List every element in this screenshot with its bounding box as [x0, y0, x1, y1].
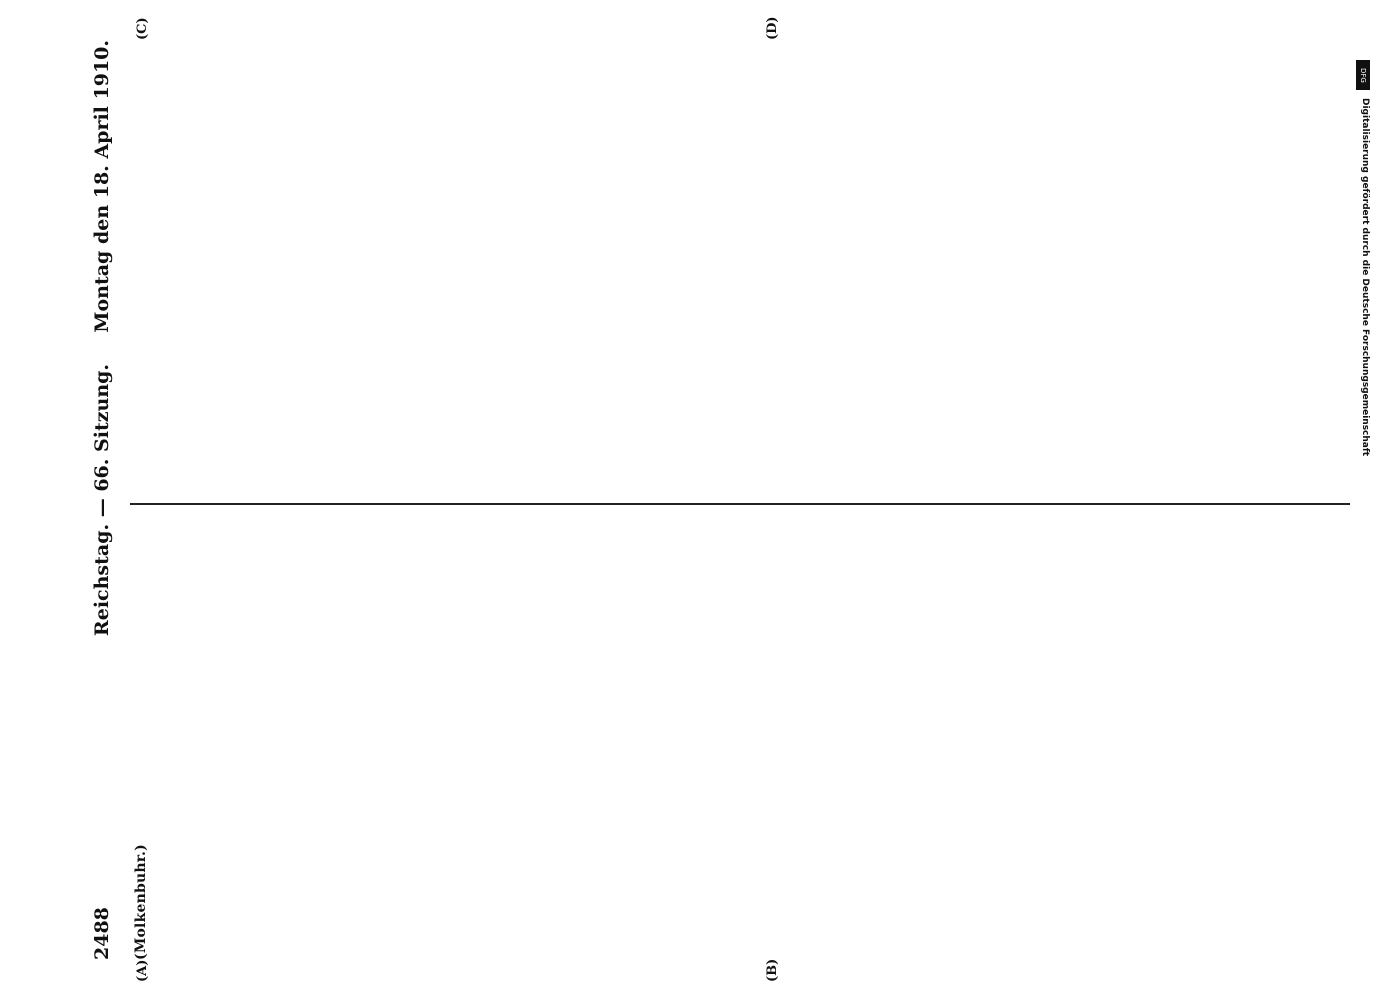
- margin-marker-d: (D): [765, 16, 780, 40]
- left-column-line: [313, 520, 329, 960]
- right-column-line: [1088, 50, 1104, 490]
- left-text-column: [133, 520, 1343, 960]
- right-column-line: [392, 50, 408, 490]
- right-column-line: [327, 50, 343, 490]
- dfg-logo: DFG: [1356, 60, 1370, 90]
- right-column-line: [1072, 50, 1088, 490]
- left-column-line: [993, 520, 1009, 960]
- left-column-line: [297, 520, 313, 960]
- right-column-line: [1120, 50, 1136, 490]
- left-column-line: [1219, 520, 1235, 960]
- right-column-line: [408, 50, 424, 490]
- right-column-line: [522, 50, 538, 490]
- left-column-line: [701, 520, 717, 960]
- right-column-line: [133, 50, 149, 490]
- left-column-line: [1236, 520, 1252, 960]
- right-column-line: [1185, 50, 1201, 490]
- left-column-line: [167, 520, 183, 960]
- right-column-line: [554, 50, 570, 490]
- left-column-line: [507, 520, 523, 960]
- right-column-line: [845, 50, 861, 490]
- right-column-line: [489, 50, 505, 490]
- left-column-line: [977, 520, 993, 960]
- right-column-line: [279, 50, 295, 490]
- right-column-line: [781, 50, 797, 490]
- right-column-line: [602, 50, 618, 490]
- session-title: Reichstag. — 66. Sitzung.: [91, 363, 113, 637]
- credit-text: Digitalisierung gefördert durch die Deutsche Forschungsgemeinschaft: [1360, 98, 1370, 457]
- left-column-line: [442, 520, 458, 960]
- right-column-line: [360, 50, 376, 490]
- right-column-line: [198, 50, 214, 490]
- left-column-line: [912, 520, 928, 960]
- right-column-line: [295, 50, 311, 490]
- left-column-line: [1252, 520, 1268, 960]
- left-column-line: [1074, 520, 1090, 960]
- column-divider: [130, 503, 1350, 505]
- right-column-line: [716, 50, 732, 490]
- right-column-line: [441, 50, 457, 490]
- left-column-line: [879, 520, 895, 960]
- right-column-line: [635, 50, 651, 490]
- right-column-line: [700, 50, 716, 490]
- left-column-lines: [151, 520, 1343, 960]
- right-column-line: [586, 50, 602, 490]
- right-column-line: [505, 50, 521, 490]
- left-column-line: [1317, 520, 1333, 960]
- left-column-line: [1333, 520, 1343, 960]
- right-column-line: [1234, 50, 1250, 490]
- right-text-column: [133, 50, 1343, 490]
- right-column-line: [1315, 50, 1331, 490]
- left-column-line: [426, 520, 442, 960]
- left-column-line: [491, 520, 507, 960]
- right-column-line: [182, 50, 198, 490]
- right-column-line: [214, 50, 230, 490]
- left-column-line: [1203, 520, 1219, 960]
- right-column-line: [1250, 50, 1266, 490]
- left-column-line: [685, 520, 701, 960]
- left-column-line: [815, 520, 831, 960]
- right-column-lines: [133, 50, 1331, 490]
- right-column-line: [975, 50, 991, 490]
- right-column-line: [246, 50, 262, 490]
- right-column-line: [424, 50, 440, 490]
- left-column-line: [1090, 520, 1106, 960]
- left-column-line: [216, 520, 232, 960]
- right-column-line: [667, 50, 683, 490]
- left-column-line: [361, 520, 377, 960]
- page-header: [85, 40, 125, 960]
- left-column-line: [928, 520, 944, 960]
- left-column-line: [1009, 520, 1025, 960]
- left-column-line: [782, 520, 798, 960]
- right-column-line: [683, 50, 699, 490]
- left-column-line: [1041, 520, 1057, 960]
- left-column-line: [604, 520, 620, 960]
- left-column-line: [847, 520, 863, 960]
- left-column-line: [1058, 520, 1074, 960]
- digitization-credit: [1356, 60, 1370, 980]
- left-column-line: [151, 520, 167, 960]
- left-column-line: [863, 520, 879, 960]
- right-column-line: [942, 50, 958, 490]
- left-column-line: [766, 520, 782, 960]
- right-column-line: [959, 50, 975, 490]
- right-column-line: [748, 50, 764, 490]
- right-column-line: [376, 50, 392, 490]
- left-column-line: [183, 520, 199, 960]
- right-column-line: [619, 50, 635, 490]
- margin-marker-a: (A): [135, 959, 150, 982]
- left-column-line: [718, 520, 734, 960]
- page-number: 2488: [91, 907, 113, 960]
- left-column-line: [637, 520, 653, 960]
- right-column-line: [894, 50, 910, 490]
- left-column-line: [1268, 520, 1284, 960]
- right-column-line: [732, 50, 748, 490]
- right-column-line: [230, 50, 246, 490]
- right-column-line: [991, 50, 1007, 490]
- left-column-line: [896, 520, 912, 960]
- right-column-line: [1299, 50, 1315, 490]
- right-column-line: [343, 50, 359, 490]
- left-column-line: [1106, 520, 1122, 960]
- right-column-line: [311, 50, 327, 490]
- left-column-line: [523, 520, 539, 960]
- left-column-line: [345, 520, 361, 960]
- right-column-line: [797, 50, 813, 490]
- left-column-line: [831, 520, 847, 960]
- right-column-line: [910, 50, 926, 490]
- right-column-line: [1218, 50, 1234, 490]
- left-column-line: [1138, 520, 1154, 960]
- left-column-line: [459, 520, 475, 960]
- right-column-line: [1169, 50, 1185, 490]
- right-column-line: [473, 50, 489, 490]
- left-column-line: [1171, 520, 1187, 960]
- left-column-line: [232, 520, 248, 960]
- left-column-line: [540, 520, 556, 960]
- speaker-name: (Molkenbuhr.): [133, 844, 149, 960]
- left-column-line: [1187, 520, 1203, 960]
- left-column-line: [944, 520, 960, 960]
- right-column-line: [538, 50, 554, 490]
- left-column-line: [1284, 520, 1300, 960]
- left-column-line: [734, 520, 750, 960]
- left-column-line: [620, 520, 636, 960]
- left-column-line: [378, 520, 394, 960]
- right-column-line: [861, 50, 877, 490]
- right-column-line: [1153, 50, 1169, 490]
- left-column-line: [556, 520, 572, 960]
- right-column-line: [1201, 50, 1217, 490]
- left-column-line: [264, 520, 280, 960]
- right-column-line: [1056, 50, 1072, 490]
- left-column-line: [200, 520, 216, 960]
- right-column-line: [926, 50, 942, 490]
- right-column-line: [1282, 50, 1298, 490]
- right-column-line: [813, 50, 829, 490]
- left-column-line: [799, 520, 815, 960]
- right-column-line: [1040, 50, 1056, 490]
- right-column-line: [165, 50, 181, 490]
- left-column-line: [410, 520, 426, 960]
- right-column-line: [570, 50, 586, 490]
- right-column-line: [457, 50, 473, 490]
- left-column-line: [281, 520, 297, 960]
- left-column-line: [750, 520, 766, 960]
- left-column-line: [248, 520, 264, 960]
- left-column-line: [475, 520, 491, 960]
- right-column-line: [1266, 50, 1282, 490]
- left-column-line: [588, 520, 604, 960]
- right-column-line: [651, 50, 667, 490]
- left-column-line: [653, 520, 669, 960]
- left-column-line: [329, 520, 345, 960]
- margin-marker-b: (B): [765, 958, 780, 982]
- left-column-line: [960, 520, 976, 960]
- right-column-line: [1137, 50, 1153, 490]
- right-column-line: [1104, 50, 1120, 490]
- right-column-line: [1023, 50, 1039, 490]
- right-column-line: [764, 50, 780, 490]
- right-column-line: [149, 50, 165, 490]
- session-date: Montag den 18. April 1910.: [91, 40, 113, 333]
- left-column-line: [1155, 520, 1171, 960]
- left-column-line: [1122, 520, 1138, 960]
- left-column-line: [1025, 520, 1041, 960]
- margin-marker-c: (C): [135, 17, 150, 40]
- left-column-line: [394, 520, 410, 960]
- left-column-line: [1300, 520, 1316, 960]
- right-column-line: [878, 50, 894, 490]
- right-column-line: [829, 50, 845, 490]
- left-column-line: [572, 520, 588, 960]
- rotated-page-content: [75, 16, 1365, 982]
- right-column-line: [263, 50, 279, 490]
- right-column-line: [1007, 50, 1023, 490]
- left-column-line: [669, 520, 685, 960]
